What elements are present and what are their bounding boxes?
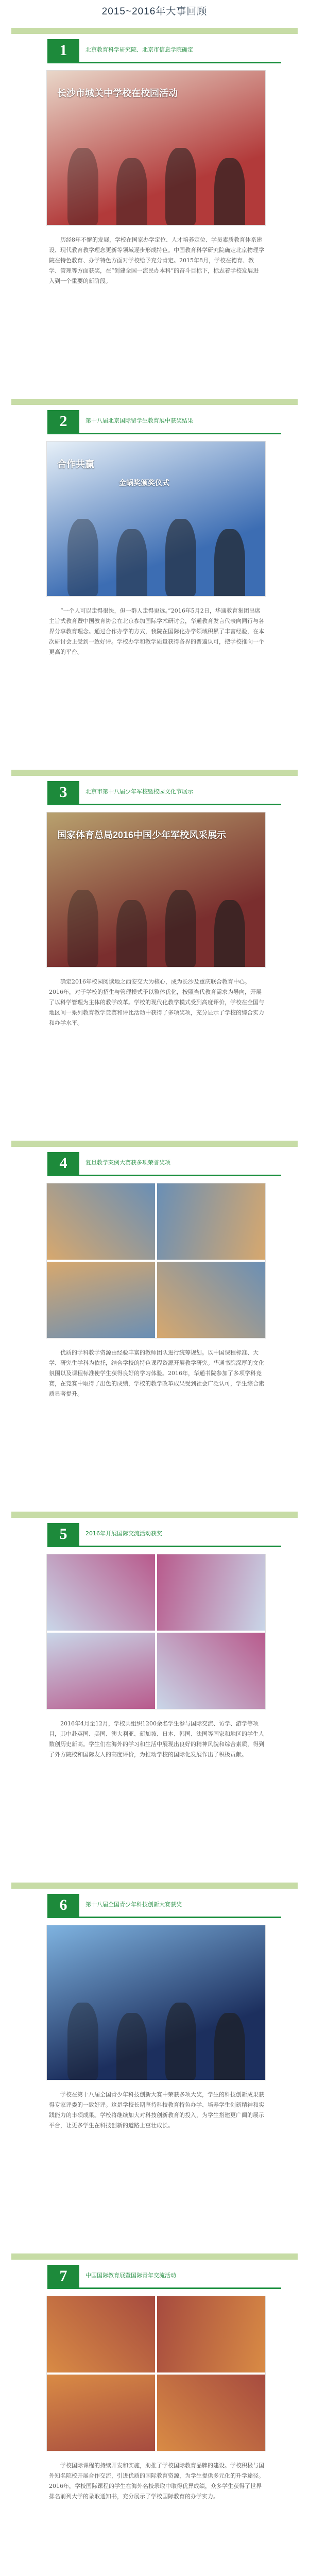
page-title: 2015~2016年大事回顾 (101, 6, 208, 17)
event-description: 确定2016年校园阅读地之西安交大为核心，成为长沙及重庆联合教育中心。2016年，对于学校的招生与管理模式予以整体优化，按照当代教育需求为导向，开展了以科学管理为主体的教学改革。学校的现代化教学模式受到高度评价，学校在全国与地区间一系列教育教学竞赛和评比活动中获得了多项奖项，充分显示了学校的综合实力和办学水平。 (49, 978, 264, 1026)
collage-photo (157, 1183, 265, 1260)
event-number: 4 (47, 1152, 79, 1175)
section-divider-bar (11, 1512, 298, 1518)
event-section-5 (0, 1507, 309, 1878)
photo-figure (67, 519, 98, 596)
event-section-6 (0, 1878, 309, 2249)
event-caption: 中国国际教育展暨国际青年交流活动 (85, 2272, 176, 2279)
event-caption: 复旦教学案例大赛获多项荣誉奖项 (85, 1159, 170, 1166)
collage-photo (47, 2296, 155, 2372)
event-section-2 (0, 395, 309, 766)
section-divider-bar (11, 28, 298, 34)
photo-subtitle-text: 金蜗奖颁奖仪式 (119, 479, 169, 487)
event-photo (46, 441, 266, 597)
photo-figure (116, 2013, 147, 2080)
section-divider-bar (11, 1883, 298, 1889)
collage-photo (157, 1633, 265, 1709)
event-description: 2016年4月至12月，学校共组织1200余名学生参与国际交流、访学、游学等项目，其中赴英国、美国、澳大利亚、新加坡、日本、韩国、法国等国家和地区的学生人数创历史新高。学生们在海外的学习和生活中展现出良好的精神风貌和综合素质，得到了外方院校和国际友人的高度评价，为推动学校的国际化发展作出了积极贡献。 (49, 1720, 264, 1758)
event-number: 1 (47, 39, 79, 62)
event-number: 6 (47, 1894, 79, 1917)
event-photo (46, 70, 266, 226)
event-number: 7 (47, 2265, 79, 2287)
event-photo (46, 2296, 266, 2451)
section-divider-bar (11, 770, 298, 776)
photo-banner-text: 合作共赢 (57, 459, 94, 469)
collage-photo (47, 1262, 155, 1338)
photo-figure (165, 890, 196, 967)
photo-collage (47, 1554, 265, 1709)
collage-photo (47, 1183, 155, 1260)
collage-photo (47, 2375, 155, 2451)
event-number: 5 (47, 1523, 79, 1546)
event-caption: 北京教育科学研究院、北京市信息学院确定 (85, 46, 193, 53)
collage-photo (157, 2296, 265, 2372)
section-divider-bar (11, 2253, 298, 2260)
collage-photo (157, 2375, 265, 2451)
collage-photo (47, 1554, 155, 1631)
photo-banner-text: 长沙市城关中学校在校园活动 (57, 88, 178, 98)
event-section-1 (0, 24, 309, 395)
collage-photo (157, 1262, 265, 1338)
collage-photo (47, 1633, 155, 1709)
collage-photo (157, 1554, 265, 1631)
photo-collage (47, 1183, 265, 1338)
event-photo (46, 1554, 266, 1709)
event-photo (46, 1925, 266, 2080)
photo-figure (116, 529, 147, 597)
event-caption: 北京市第十八届少年军校暨校园文化节展示 (85, 788, 193, 795)
photo-figure (165, 2003, 196, 2080)
photo-figure (214, 900, 245, 968)
event-section-3 (0, 766, 309, 1137)
event-description: 学校国际课程的持续开发和实施，助推了学校国际教育品牌的建设。学校积极与国外知名院校开展合作交流，引进优质的国际教育资源，为学生提供多元化的升学途径。2016年，学校国际课程的学生在海外名校录取中取得优异成绩，众多学生获得了世界排名前列大学的录取通知书，充分展示了学校国际教育的办学实力。 (49, 2462, 264, 2500)
event-section-7 (0, 2249, 309, 2576)
photo-figure (214, 158, 245, 226)
event-caption: 第十八届北京国际留学生教育展中获奖结果 (85, 417, 193, 424)
event-description: “一个人可以走得很快，但一群人走得更远。”2016年5月2日，华通教育集团出席主旨式教育暨中国教育协会在北京参加国际学术研讨会，华通教育发言代表向同行与各界分享教育理念。通过合作办学的方式，我院在国际化办学领域积累了丰富经验，在本次研讨会上受到一致好评。学校办学和教学质量获得各界的普遍认可，把学校推向一个更高的平台。 (49, 607, 264, 655)
section-divider-bar (11, 399, 298, 405)
section-divider-bar (11, 1141, 298, 1147)
event-number: 3 (47, 781, 79, 804)
photo-figure (116, 900, 147, 968)
photo-collage (47, 2296, 265, 2451)
event-number: 2 (47, 410, 79, 433)
photo-banner-text: 国家体育总局2016中国少年军校风采展示 (57, 830, 227, 840)
event-caption: 2016年开展国际交流活动获奖 (85, 1530, 162, 1537)
event-description: 历经8年不懈的发展，学校在国家办学定位、人才培养定位、学员素质教育体系建设、现代教育教学理念更新等领域逐步形成特色。中国教育科学研究院确定北京物理学院在特色教育、办学特色方面对学校给予充分肯定。2015年8月，学校在德育、教学、管理等方面获奖，在“创建全国一流民办本科”的奋斗目标下，标志着学校发展进入到一个重要的新阶段。 (49, 236, 264, 284)
photo-figure (67, 2003, 98, 2080)
event-photo (46, 812, 266, 968)
event-caption: 第十八届全国青少年科技创新大赛获奖 (85, 1901, 182, 1908)
photo-figure (214, 529, 245, 597)
photo-figure (214, 2013, 245, 2080)
photo-figure (67, 890, 98, 967)
event-description: 优质的学科教学资源由经验丰富的教师团队进行统筹规划。以中国课程标准、大学、研究生学科为依托，结合学校的特色课程资源开展教学研究。华通书院深厚的文化氛围以及课程标准使学生获得良好的学习体验。2016年，华通书院参加了多项学科竞赛，在竞赛中取得了出色的成绩，学校的教学改革成果受到社会广泛认可，学生综合素质显著提升。 (49, 1349, 264, 1397)
event-section-4 (0, 1137, 309, 1507)
photo-figure (116, 158, 147, 226)
event-description: 学校在第十八届全国青少年科技创新大赛中荣获多项大奖，学生的科技创新成果获得专家评委的一致好评。这是学校长期坚持科技教育特色办学、培养学生创新精神和实践能力的丰硕成果。学校将继续加大对科技创新教育的投入，为学生搭建更广阔的展示平台，让更多学生在科技创新的道路上茁壮成长。 (49, 2091, 264, 2129)
photo-figure (165, 519, 196, 596)
event-photo (46, 1183, 266, 1338)
photo-figure (67, 148, 98, 225)
photo-figure (165, 148, 196, 225)
